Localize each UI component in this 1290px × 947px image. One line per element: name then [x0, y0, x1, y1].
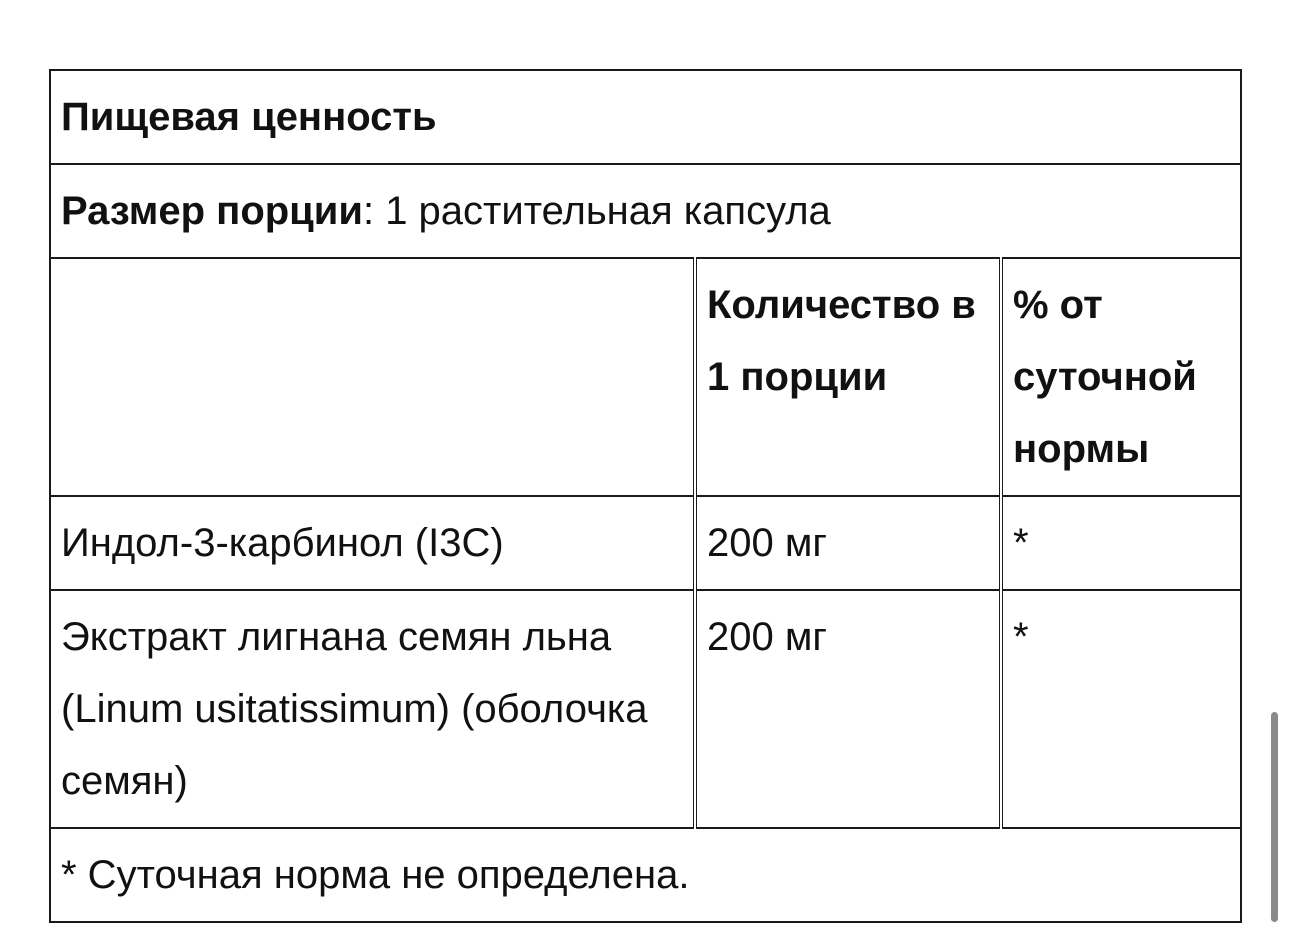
serving-size-value: 1 растительная капсула — [374, 189, 831, 233]
footnote: * Суточная норма не определена. — [50, 828, 1241, 922]
title-row — [50, 70, 1241, 164]
header-amount-cell: Количество в 1 порции — [695, 258, 1001, 496]
ingredient-daily-value: * — [1001, 496, 1241, 590]
nutrition-facts-table — [49, 69, 1242, 923]
ingredient-amount: 200 мг — [695, 590, 1001, 828]
table-row — [50, 496, 1241, 590]
ingredient-name: Экстракт лигнана семян льна (Linum usitatissimum) (оболочка семян) — [50, 590, 695, 828]
vertical-scrollbar[interactable] — [1271, 712, 1278, 922]
column-header-row — [50, 258, 1241, 496]
ingredient-name: Индол-3-карбинол (I3C) — [50, 496, 695, 590]
serving-size-cell — [50, 164, 1241, 258]
serving-size-row — [50, 164, 1241, 258]
table-title: Пищевая ценность — [50, 70, 1241, 164]
header-name-cell — [50, 258, 695, 496]
table-row — [50, 590, 1241, 828]
header-daily-value-cell: % от суточной нормы — [1001, 258, 1241, 496]
ingredient-daily-value: * — [1001, 590, 1241, 828]
footnote-row — [50, 828, 1241, 922]
ingredient-amount: 200 мг — [695, 496, 1001, 590]
serving-size-separator: : — [362, 189, 375, 233]
serving-size-label: Размер порции — [61, 189, 363, 233]
